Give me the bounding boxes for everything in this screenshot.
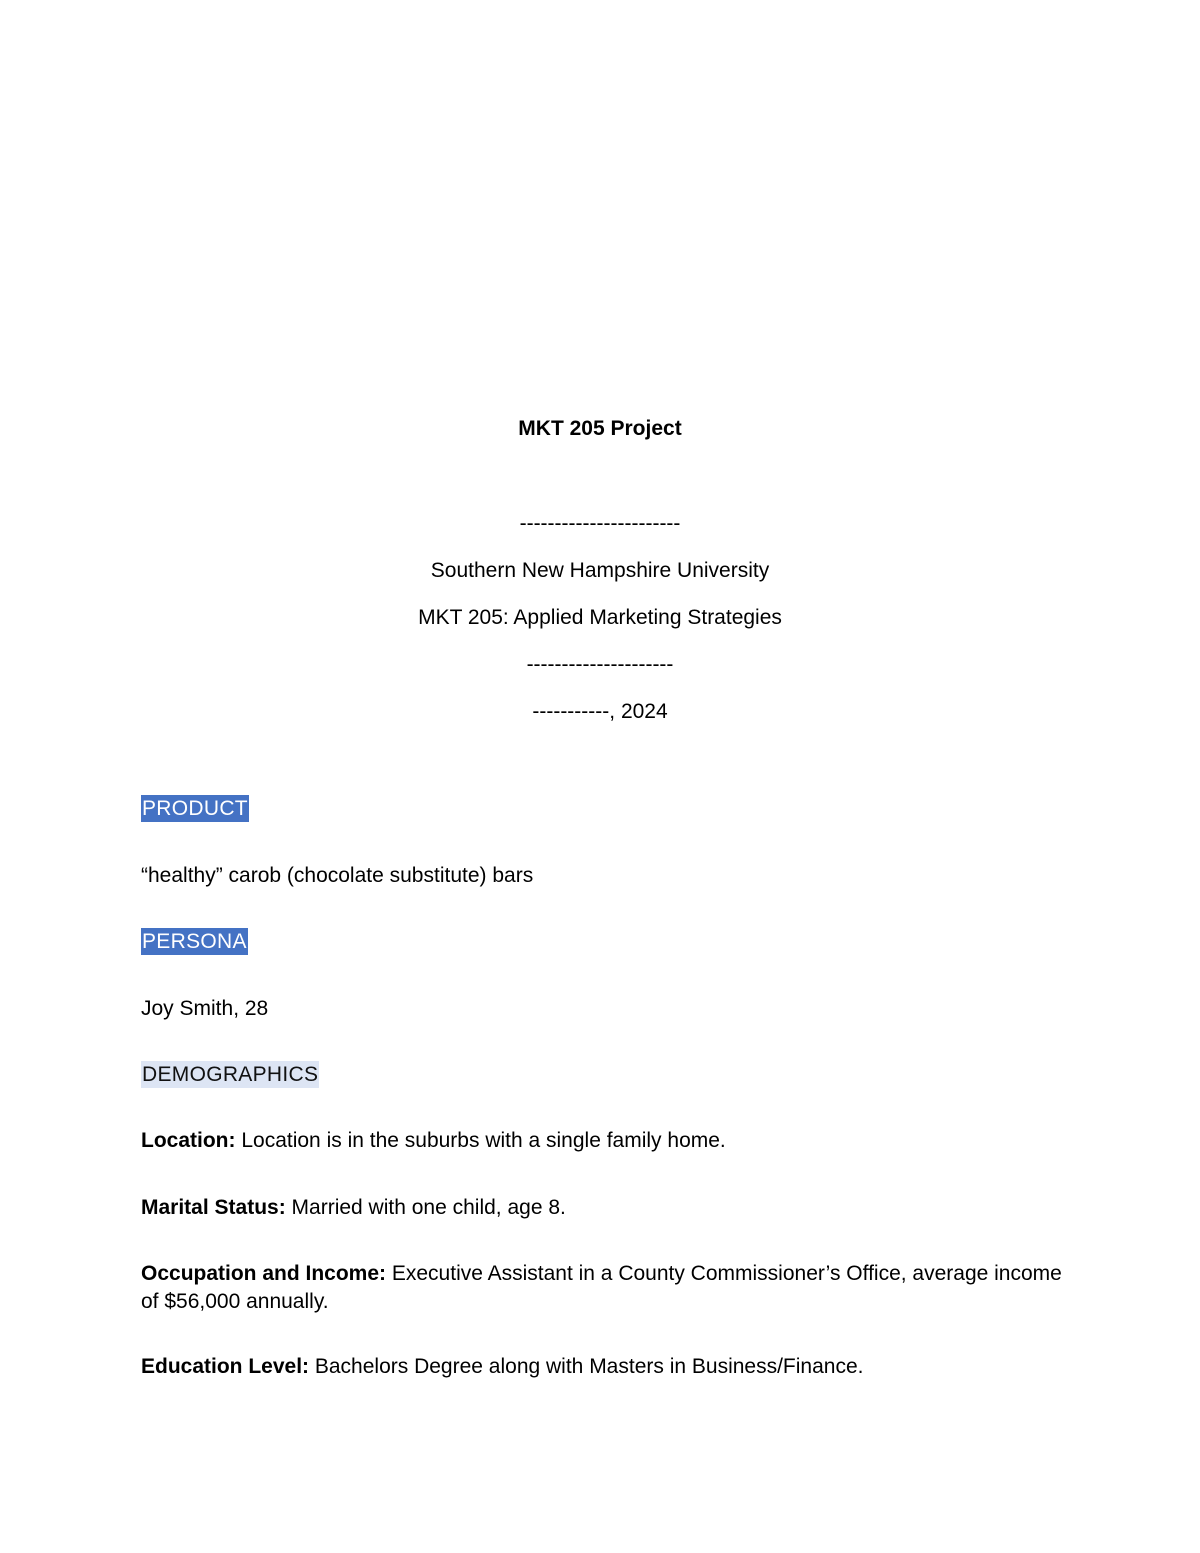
demographic-item-marital-status: [141, 1194, 1071, 1222]
demographics-heading: DEMOGRAPHICS: [142, 1063, 319, 1086]
product-heading-line: [141, 795, 1071, 823]
demographic-label: Location:: [141, 1129, 236, 1152]
demographics-heading-line: [141, 1061, 1071, 1089]
demographic-label: Occupation and Income:: [141, 1262, 387, 1285]
persona-heading: PERSONA: [142, 930, 247, 953]
demographic-item-occupation-income: [141, 1260, 1071, 1316]
course-name: MKT 205: Applied Marketing Strategies: [418, 606, 782, 629]
demographic-item-education: [141, 1353, 1071, 1381]
persona-name: Joy Smith, 28: [141, 997, 269, 1020]
product-description: “healthy” carob (chocolate substitute) bars: [141, 864, 534, 887]
persona-heading-line: [141, 928, 1071, 956]
demographic-value: Bachelors Degree along with Masters in Business/Finance.: [309, 1355, 864, 1378]
demographic-value: Married with one child, age 8.: [285, 1196, 566, 1219]
product-heading: PRODUCT: [142, 797, 248, 820]
demographic-value: Executive Assistant in a County Commissioner’s Office, average income of $56,000 annually.: [141, 1262, 1062, 1313]
author-placeholder: -----------------------: [519, 512, 681, 535]
demographic-item-location: [141, 1127, 1071, 1155]
document-title: MKT 205 Project: [518, 417, 682, 440]
date-line: -----------, 2024: [532, 700, 668, 723]
instructor-placeholder: ---------------------: [526, 653, 674, 676]
institution-name: Southern New Hampshire University: [430, 559, 770, 582]
demographic-value: Location is in the suburbs with a single family home.: [235, 1129, 726, 1152]
demographic-label: Education Level:: [141, 1355, 310, 1378]
demographic-label: Marital Status:: [141, 1196, 286, 1219]
